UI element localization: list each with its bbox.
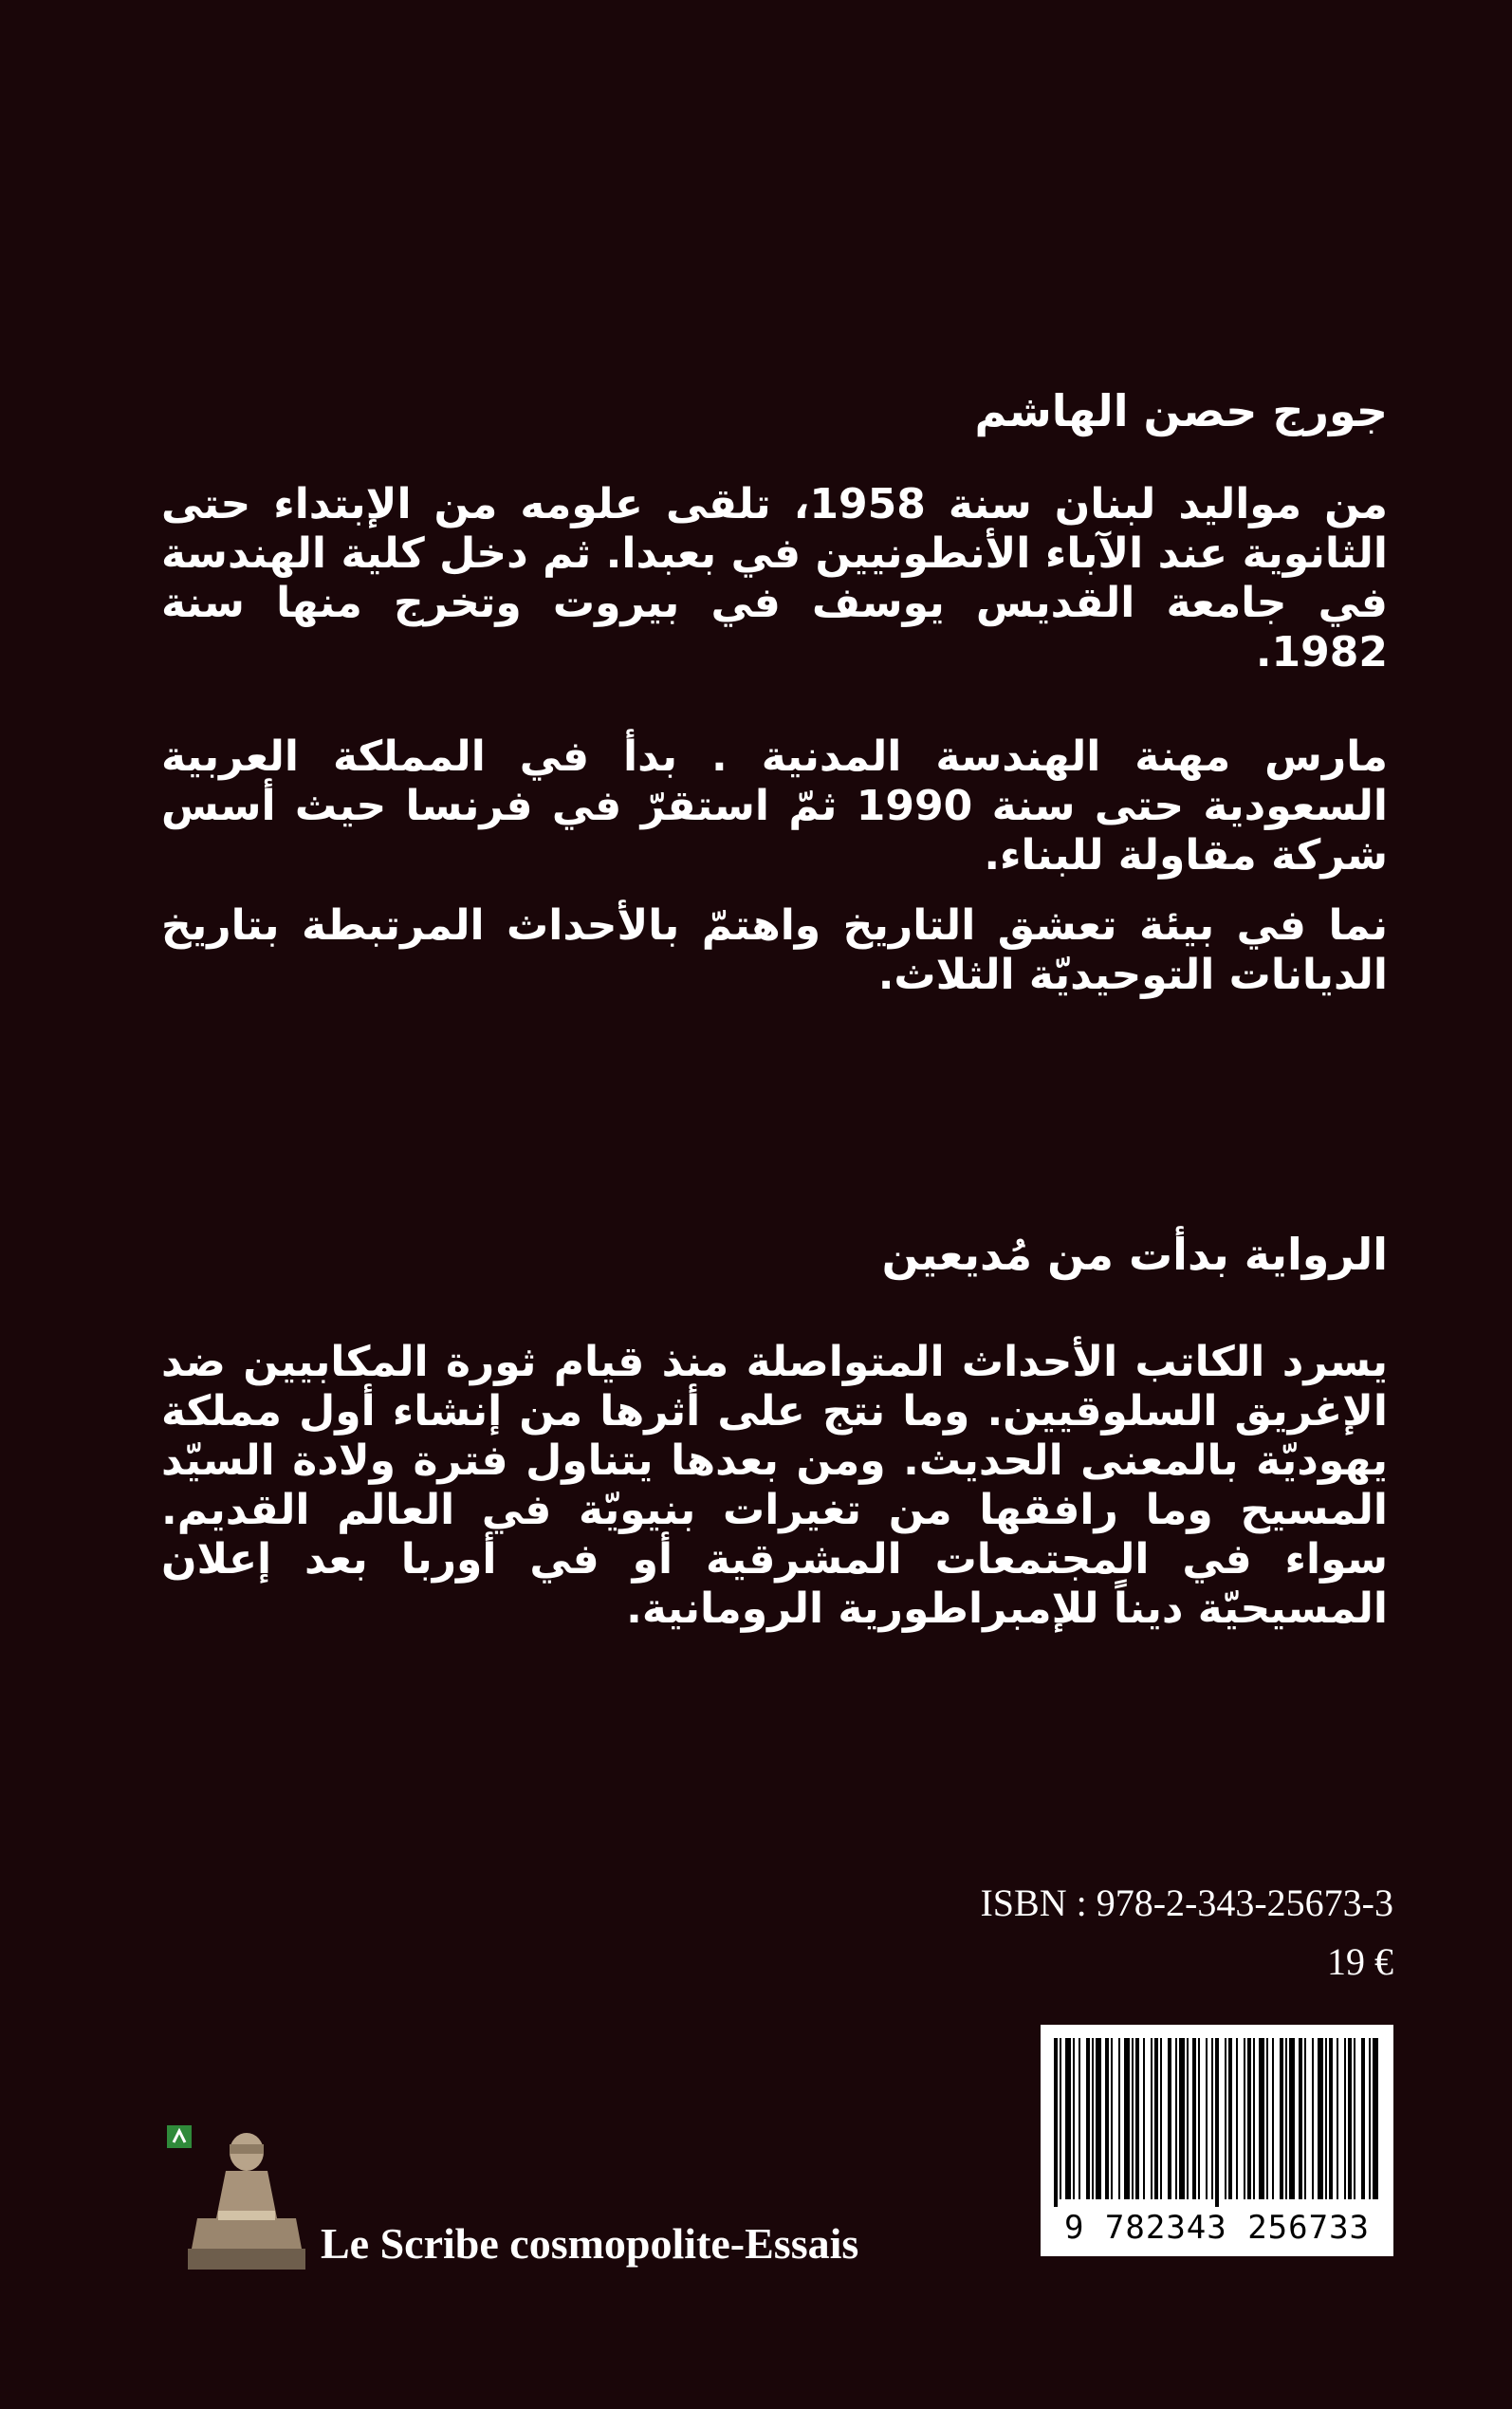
barcode-bar: [1225, 2038, 1226, 2199]
barcode-bar: [1304, 2038, 1306, 2199]
barcode-bar: [1151, 2038, 1152, 2199]
barcode-bar: [1344, 2038, 1346, 2199]
barcode-bar: [1179, 2038, 1185, 2199]
barcode-bar: [1266, 2038, 1268, 2199]
isbn-label: ISBN : 978-2-343-25673-3: [980, 1881, 1393, 1924]
barcode-number: 9 782343 256733: [1063, 2209, 1371, 2247]
barcode-bar: [1092, 2038, 1094, 2199]
barcode-bar: [1118, 2038, 1120, 2199]
barcode-bar: [1143, 2038, 1145, 2199]
barcode-bar: [1253, 2038, 1255, 2199]
barcode-bar: [1369, 2038, 1371, 2199]
barcode-bar: [1318, 2038, 1323, 2199]
barcode-bar: [1054, 2038, 1058, 2207]
barcode-bar: [1211, 2038, 1213, 2199]
author-bio-paragraph-2: مارس مهنة الهندسة المدنية . بدأ في المملكة العربية السعودية حتى سنة 1990 ثمّ استقرّ في فرنسا حيث أسس شركة مقاولة للبناء.: [161, 732, 1388, 880]
barcode-bar: [1132, 2038, 1134, 2199]
author-name: جورج حصن الهاشم: [974, 385, 1388, 436]
barcode-bar: [1272, 2038, 1274, 2199]
barcode-bar: [1312, 2038, 1314, 2199]
barcode-bar: [1154, 2038, 1158, 2199]
price-label: 19 €: [1327, 1940, 1393, 1983]
barcode-bar: [1228, 2038, 1232, 2199]
barcode-bar: [1135, 2038, 1139, 2199]
barcode-bar: [1215, 2038, 1219, 2207]
barcode-bar: [1105, 2038, 1109, 2199]
barcode-bar: [1280, 2038, 1283, 2199]
barcode-bar: [1373, 2038, 1378, 2199]
barcode-bar: [1192, 2038, 1196, 2199]
publisher-name: Le Scribe cosmopolite-Essais: [321, 2219, 859, 2268]
barcode-bar: [1289, 2038, 1295, 2199]
barcode-bars: [1054, 2038, 1380, 2207]
barcode: [1041, 2025, 1393, 2256]
barcode-bar: [1187, 2038, 1189, 2199]
barcode-bar: [1236, 2038, 1238, 2199]
barcode-bar: [1111, 2038, 1113, 2199]
barcode-bar: [1337, 2038, 1338, 2199]
novel-summary: يسرد الكاتب الأحداث المتواصلة منذ قيام ثورة المكابيين ضد الإغريق السلوقيين. وما نتج على أثرها من إنشاء أول مملكة يهوديّة بالمعنى الحديث. ومن بعدها يتناول فترة ولادة السيّد المسيح وما رافقها من تغيرات بنيويّة في العالم القديم. سواء في المجتمعات المشرقية أو في أوربا بعد إعلان المسيحيّة ديناً للإمبراطورية الرومانية.: [161, 1338, 1388, 1633]
barcode-bar: [1065, 2038, 1071, 2199]
barcode-bar: [1259, 2038, 1264, 2199]
barcode-bar: [1206, 2038, 1208, 2199]
barcode-bar: [1285, 2038, 1287, 2199]
barcode-bar: [1168, 2038, 1171, 2199]
barcode-bar: [1175, 2038, 1177, 2199]
barcode-bar: [1354, 2038, 1355, 2199]
barcode-bar: [1244, 2038, 1245, 2199]
barcode-bar: [1086, 2038, 1090, 2199]
barcode-bar: [1073, 2038, 1075, 2199]
author-bio-paragraph-3: نما في بيئة تعشق التاريخ واهتمّ بالأحداث المرتبطة بتاريخ الديانات التوحيديّة الثلاث.: [161, 901, 1388, 999]
barcode-bar: [1124, 2038, 1130, 2199]
barcode-bar: [1198, 2038, 1200, 2199]
author-bio-paragraph-1: من مواليد لبنان سنة 1958، تلقى علومه من الإبتداء حتى الثانوية عند الآباء الأنطونيين في بعبدا. ثم دخل كلية الهندسة في جامعة القديس يوسف في بيروت وتخرج منها سنة 1982.: [161, 480, 1388, 676]
barcode-bar: [1247, 2038, 1251, 2199]
barcode-bar: [1060, 2038, 1061, 2199]
barcode-bar: [1348, 2038, 1352, 2199]
barcode-bar: [1079, 2038, 1080, 2199]
scribe-statue-logo: [159, 2123, 306, 2275]
barcode-bar: [1361, 2038, 1365, 2199]
barcode-bar: [1160, 2038, 1162, 2199]
novel-title: الرواية بدأت من مُديعين: [881, 1229, 1388, 1280]
barcode-bar: [1325, 2038, 1327, 2199]
barcode-bar: [1299, 2038, 1302, 2199]
barcode-bar: [1329, 2038, 1333, 2199]
barcode-bar: [1096, 2038, 1101, 2199]
